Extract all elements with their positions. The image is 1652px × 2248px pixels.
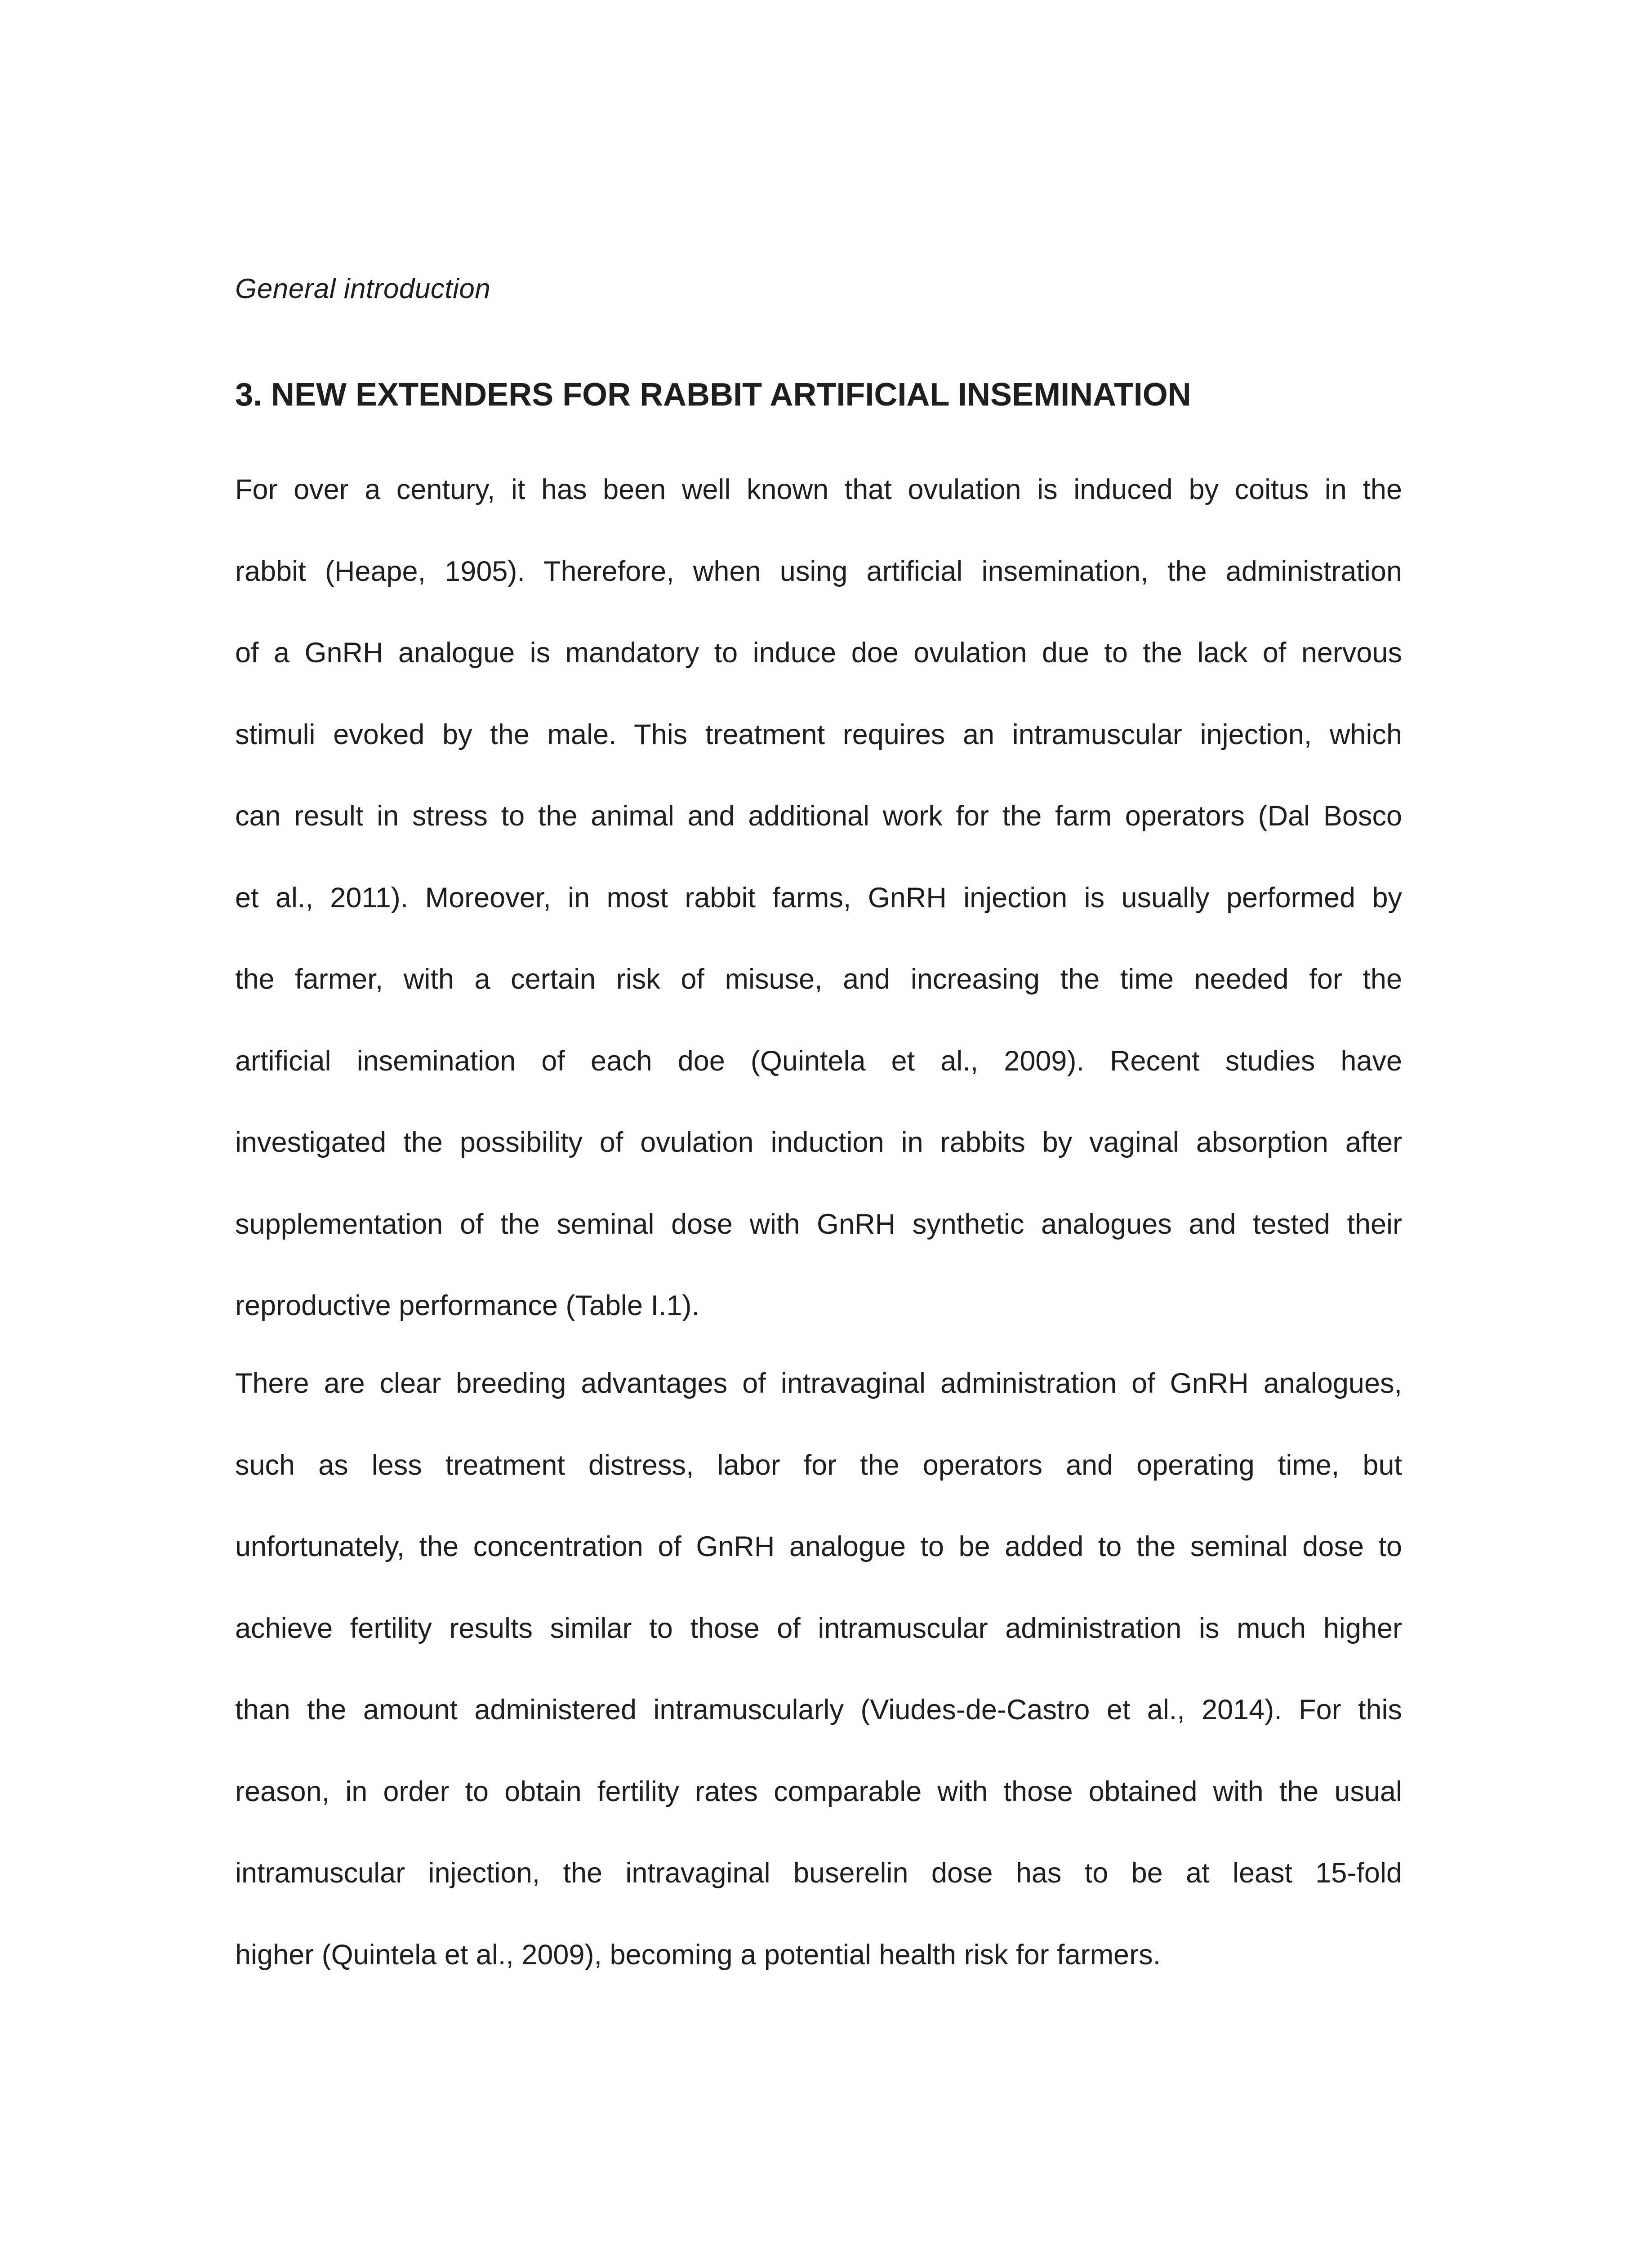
paragraph-line: et al., 2011). Moreover, in most rabbit farms, GnRH injection is usually performed by (235, 882, 1402, 914)
paragraph-line: such as less treatment distress, labor for the operators and operating time, but (235, 1450, 1402, 1481)
running-header: General introduction (235, 273, 491, 304)
paragraph-line: achieve fertility results similar to those of intramuscular administration is much higher (235, 1613, 1402, 1644)
paragraph-line: higher (Quintela et al., 2009), becoming a potential health risk for farmers. (235, 1939, 1161, 1971)
paragraph-line: intramuscular injection, the intravaginal buserelin dose has to be at least 15-fold (235, 1857, 1402, 1889)
paragraph-line: rabbit (Heape, 1905). Therefore, when using artificial insemination, the administration (235, 556, 1402, 587)
paragraph-line: supplementation of the seminal dose with GnRH synthetic analogues and tested their (235, 1209, 1402, 1240)
paragraph-line: For over a century, it has been well known that ovulation is induced by coitus in the (235, 474, 1402, 505)
paragraph-line: reproductive performance (Table I.1). (235, 1290, 699, 1321)
section-heading: 3. NEW EXTENDERS FOR RABBIT ARTIFICIAL INSEMINATION (235, 377, 1191, 413)
paragraph-line: artificial insemination of each doe (Quintela et al., 2009). Recent studies have (235, 1045, 1402, 1077)
paragraph-line: the farmer, with a certain risk of misuse, and increasing the time needed for the (235, 963, 1402, 995)
paragraph-line: investigated the possibility of ovulation induction in rabbits by vaginal absorption after (235, 1127, 1402, 1158)
paragraph-line: There are clear breeding advantages of intravaginal administration of GnRH analogues, (235, 1368, 1402, 1399)
paragraph-line: can result in stress to the animal and additional work for the farm operators (Dal Bosco (235, 800, 1402, 832)
paragraph-line: stimuli evoked by the male. This treatment requires an intramuscular injection, which (235, 719, 1402, 750)
paragraph-line: reason, in order to obtain fertility rates comparable with those obtained with the usual (235, 1776, 1402, 1807)
paragraph-line: than the amount administered intramuscularly (Viudes-de-Castro et al., 2014). For this (235, 1694, 1402, 1726)
paragraph-line: unfortunately, the concentration of GnRH analogue to be added to the seminal dose to (235, 1531, 1402, 1562)
paragraph-line: of a GnRH analogue is mandatory to induce doe ovulation due to the lack of nervous (235, 637, 1402, 669)
